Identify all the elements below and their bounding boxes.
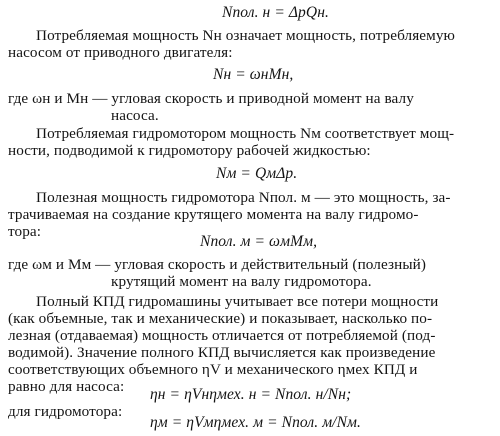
text-line: равно для насоса:	[8, 378, 125, 395]
formula-pump-useful-power: Nпол. н = ΔpQн.	[222, 4, 329, 21]
text-line: крутящий момент на валу гидромотора.	[111, 273, 372, 290]
formula-motor-efficiency: ηм = ηVмηмех. м = Nпол. м/Nм.	[150, 414, 361, 431]
text-line: насосом от приводного двигателя:	[8, 44, 233, 61]
text-line: Потребляемая мощность Nн означает мощность, потребляемую	[36, 27, 455, 44]
text-line: для гидромотора:	[8, 403, 123, 420]
text-line: Потребляемая гидромотором мощность Nм соответствует мощ-	[36, 125, 455, 142]
text-line: Полезная мощность гидромотора Nпол. м — это мощность, за-	[36, 189, 451, 206]
text-line: соответствующих объемного ηV и механического ηмех КПД и	[8, 361, 418, 378]
formula-motor-useful-power: Nпол. м = ωмMм,	[200, 233, 318, 250]
formula-pump-input-power: Nн = ωнMн,	[213, 66, 294, 83]
text-line: насоса.	[111, 107, 159, 124]
text-line: трачиваемая на создание крутящего момента на валу гидромо-	[8, 206, 419, 223]
text-line: водимой). Значение полного КПД вычисляется как произведение	[8, 344, 436, 361]
text-line: где ωм и Mм — угловая скорость и действительный (полезный)	[8, 256, 427, 273]
text-line: где ωн и Mн — угловая скорость и приводной момент на валу	[8, 90, 414, 107]
text-line: лезная (отдаваемая) мощность отличается от потребляемой (под-	[8, 327, 436, 344]
text-line: ности, подводимой к гидромотору рабочей жидкостью:	[8, 142, 371, 159]
formula-motor-input-power: Nм = QмΔp.	[216, 165, 298, 182]
text-line: (как объемные, так и механические) и показывает, насколько по-	[8, 310, 433, 327]
text-line: тора:	[8, 223, 42, 240]
text-line: Полный КПД гидромашины учитывает все потери мощности	[36, 293, 439, 310]
formula-pump-efficiency: ηн = ηVнηмех. н = Nпол. н/Nн;	[150, 386, 352, 403]
